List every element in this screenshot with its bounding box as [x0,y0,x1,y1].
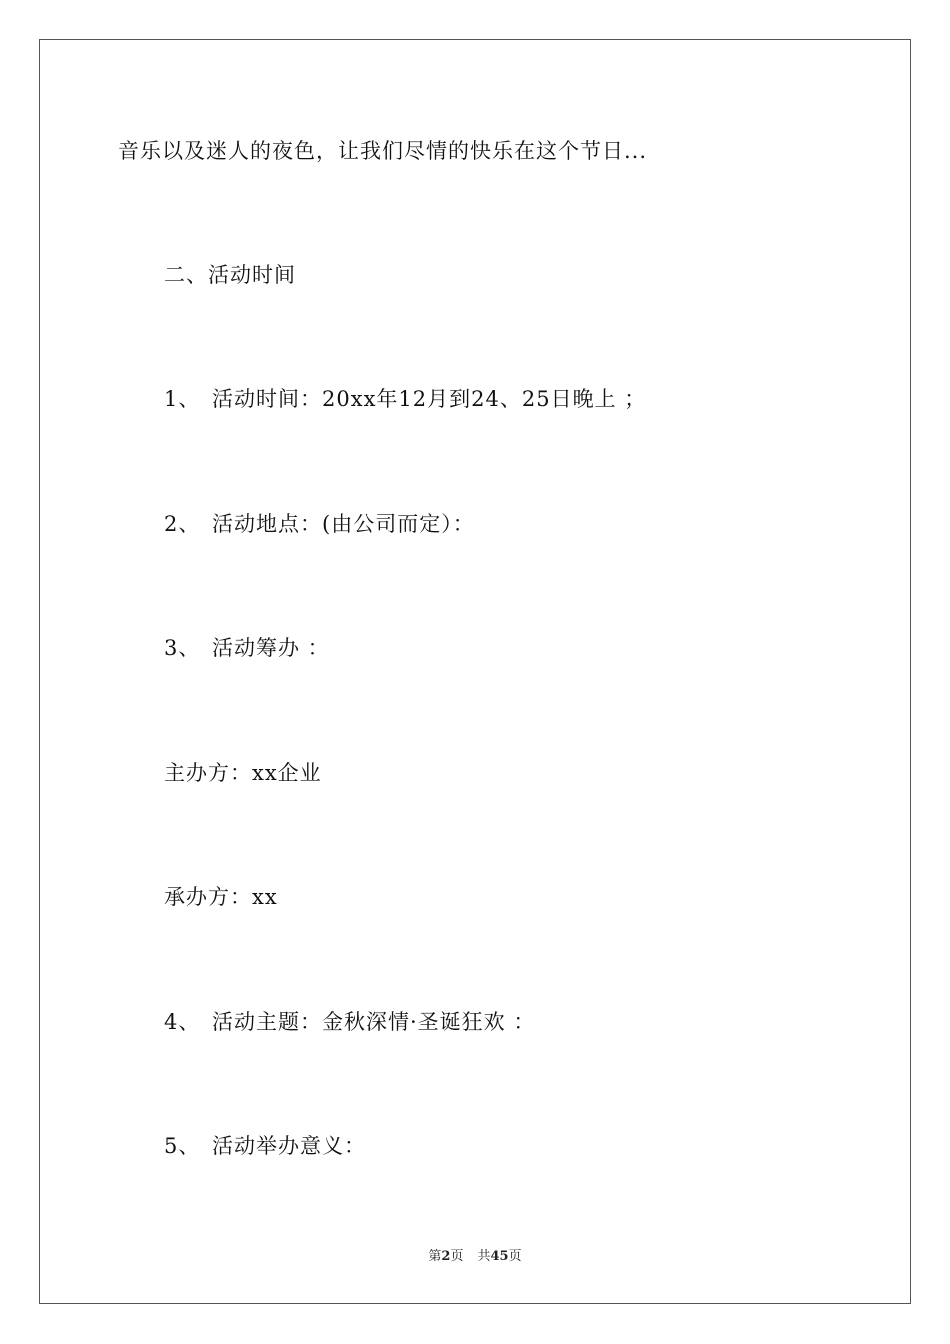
list-item-text: 活动筹办 ： [212,636,330,660]
co-organizer-line: 承办方：xx [164,885,278,909]
list-item-number: 2、 [164,512,201,536]
list-item-text: 活动举办意义： [212,1134,366,1158]
list-item-5 [164,1133,366,1159]
list-item-text: 活动时间：20xx年12月到24、25日晚上 ； [212,387,647,411]
paragraph-continuation: 音乐以及迷人的夜色，让我们尽情的快乐在这个节日... [118,139,648,163]
list-item-3 [164,635,330,661]
organizer-line: 主办方：xx企业 [164,761,322,785]
list-item-number: 1、 [164,387,201,411]
list-item-text: 活动地点：(由公司而定）： [212,512,475,536]
list-item-text: 活动主题：金秋深情·圣诞狂欢 ： [212,1010,536,1034]
list-item-1 [164,386,646,412]
list-item-number: 3、 [164,636,201,660]
list-item-number: 4、 [164,1010,201,1034]
section-heading-time: 二、活动时间 [164,263,296,287]
page-border [39,39,911,1304]
list-item-4 [164,1009,535,1035]
page-total: 共45页 [477,1249,522,1264]
page-number: 第2页 [428,1249,464,1264]
list-item-number: 5、 [164,1134,201,1158]
page-footer [0,1248,950,1266]
list-item-2 [164,511,475,537]
